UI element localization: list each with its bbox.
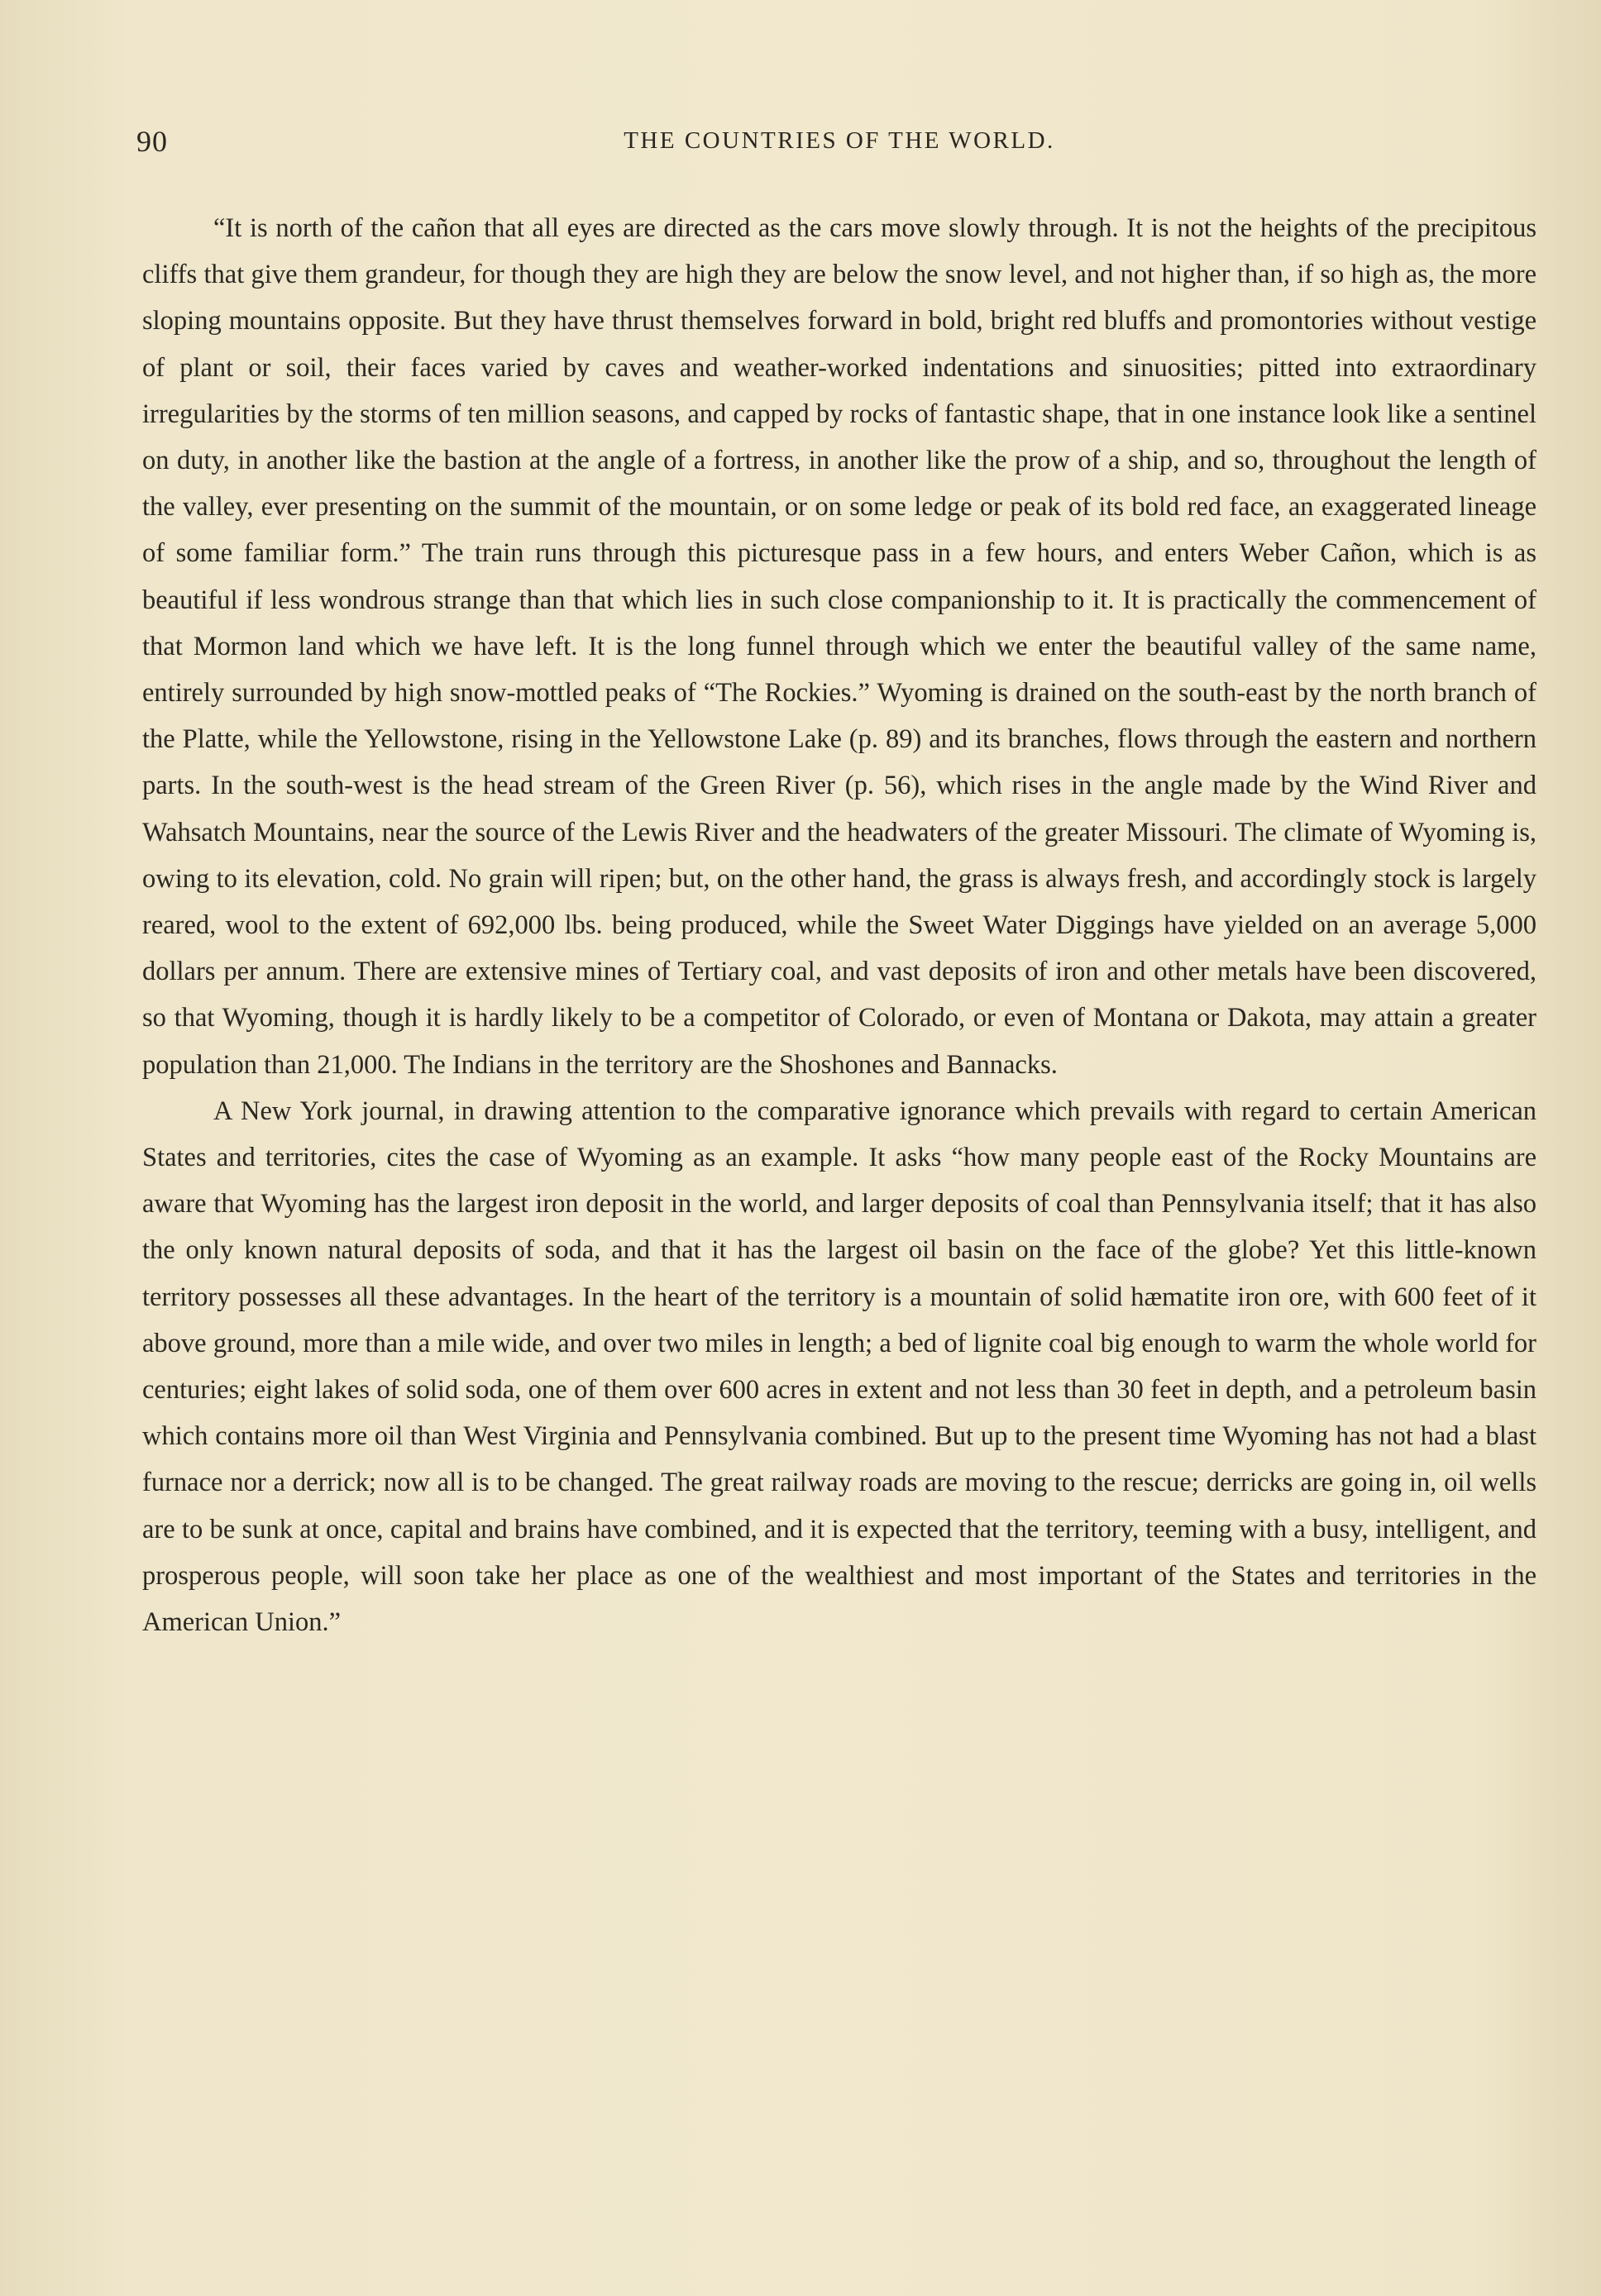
running-head	[136, 124, 1542, 174]
page-number: 90	[136, 125, 168, 158]
running-title: THE COUNTRIES OF THE WORLD.	[624, 127, 1055, 154]
paragraph-quotation: “It is north of the cañon that all eyes are directed as the cars move slowly through. It is not the heights of the precipitous cliffs that give them grandeur, for though they are high they are below the snow level, and not higher than, if so high as, the more sloping mountains opposite. But they have thrust themselves forward in bold, bright red bluffs and promontories without vestige of plant or soil, their faces varied by caves and weather-worked indentations and sinuosities; pitted into extraordinary irregularities by the storms of ten million seasons, and capped by rocks of fantastic shape, that in one instance look like a sentinel on duty, in another like the bastion at the angle of a fortress, in another like the prow of a ship, and so, throughout the length of the valley, ever presenting on the summit of the mountain, or on some ledge or peak of its bold red face, an exaggerated lineage of some familiar form.” The train runs through this picturesque pass in a few hours, and enters Weber Cañon, which is as beautiful if less wondrous strange than that which lies in such close companionship to it. It is practically the commencement of that Mormon land which we have left. It is the long funnel through which we enter the beautiful valley of the same name, entirely surrounded by high snow-mottled peaks of “The Rockies.” Wyoming is drained on the south-east by the north branch of the Platte, while the Yellowstone, rising in the Yellowstone Lake (p. 89) and its branches, flows through the eastern and northern parts. In the south-west is the head stream of the Green River (p. 56), which rises in the angle made by the Wind River and Wahsatch Mountains, near the source of the Lewis River and the headwaters of the greater Missouri. The climate of Wyoming is, owing to its elevation, cold. No grain will ripen; but, on the other hand, the grass is always fresh, and accordingly stock is largely reared, wool to the extent of 692,000 lbs. being produced, while the Sweet Water Diggings have yielded on an average 5,000 dollars per annum. There are extensive mines of Tertiary coal, and vast deposits of iron and other metals have been discovered, so that Wyoming, though it is hardly likely to be a competitor of Colorado, or even of Montana or Dakota, may attain a greater population than 21,000. The Indians in the territory are the Shoshones and Bannacks.	[142, 213, 1536, 1080]
paragraph-new-york-journal: A New York journal, in drawing attention to the comparative ignorance which prevails with regard to certain American States and territories, cites the case of Wyoming as an example. It asks “how many people east of the Rocky Mountains are aware that Wyoming has the largest iron deposit in the world, and larger deposits of coal than Pennsylvania itself; that it has also the only known natural deposits of soda, and that it has the largest oil basin on the face of the globe? Yet this little-known territory possesses all these advantages. In the heart of the territory is a mountain of solid hæmatite iron ore, with 600 feet of it above ground, more than a mile wide, and over two miles in length; a bed of lignite coal big enough to warm the whole world for centuries; eight lakes of solid soda, one of them over 600 acres in extent and not less than 30 feet in depth, and a petroleum basin which contains more oil than West Virginia and Pennsylvania combined. But up to the present time Wyoming has not had a blast furnace nor a derrick; now all is to be changed. The great railway roads are moving to the rescue; derricks are going in, oil wells are to be sunk at once, capital and brains have combined, and it is expected that the territory, teeming with a busy, intelligent, and prosperous people, will soon take her place as one of the wealthiest and most important of the States and territories in the American Union.”	[142, 1095, 1536, 1638]
body-text	[142, 205, 1536, 1645]
